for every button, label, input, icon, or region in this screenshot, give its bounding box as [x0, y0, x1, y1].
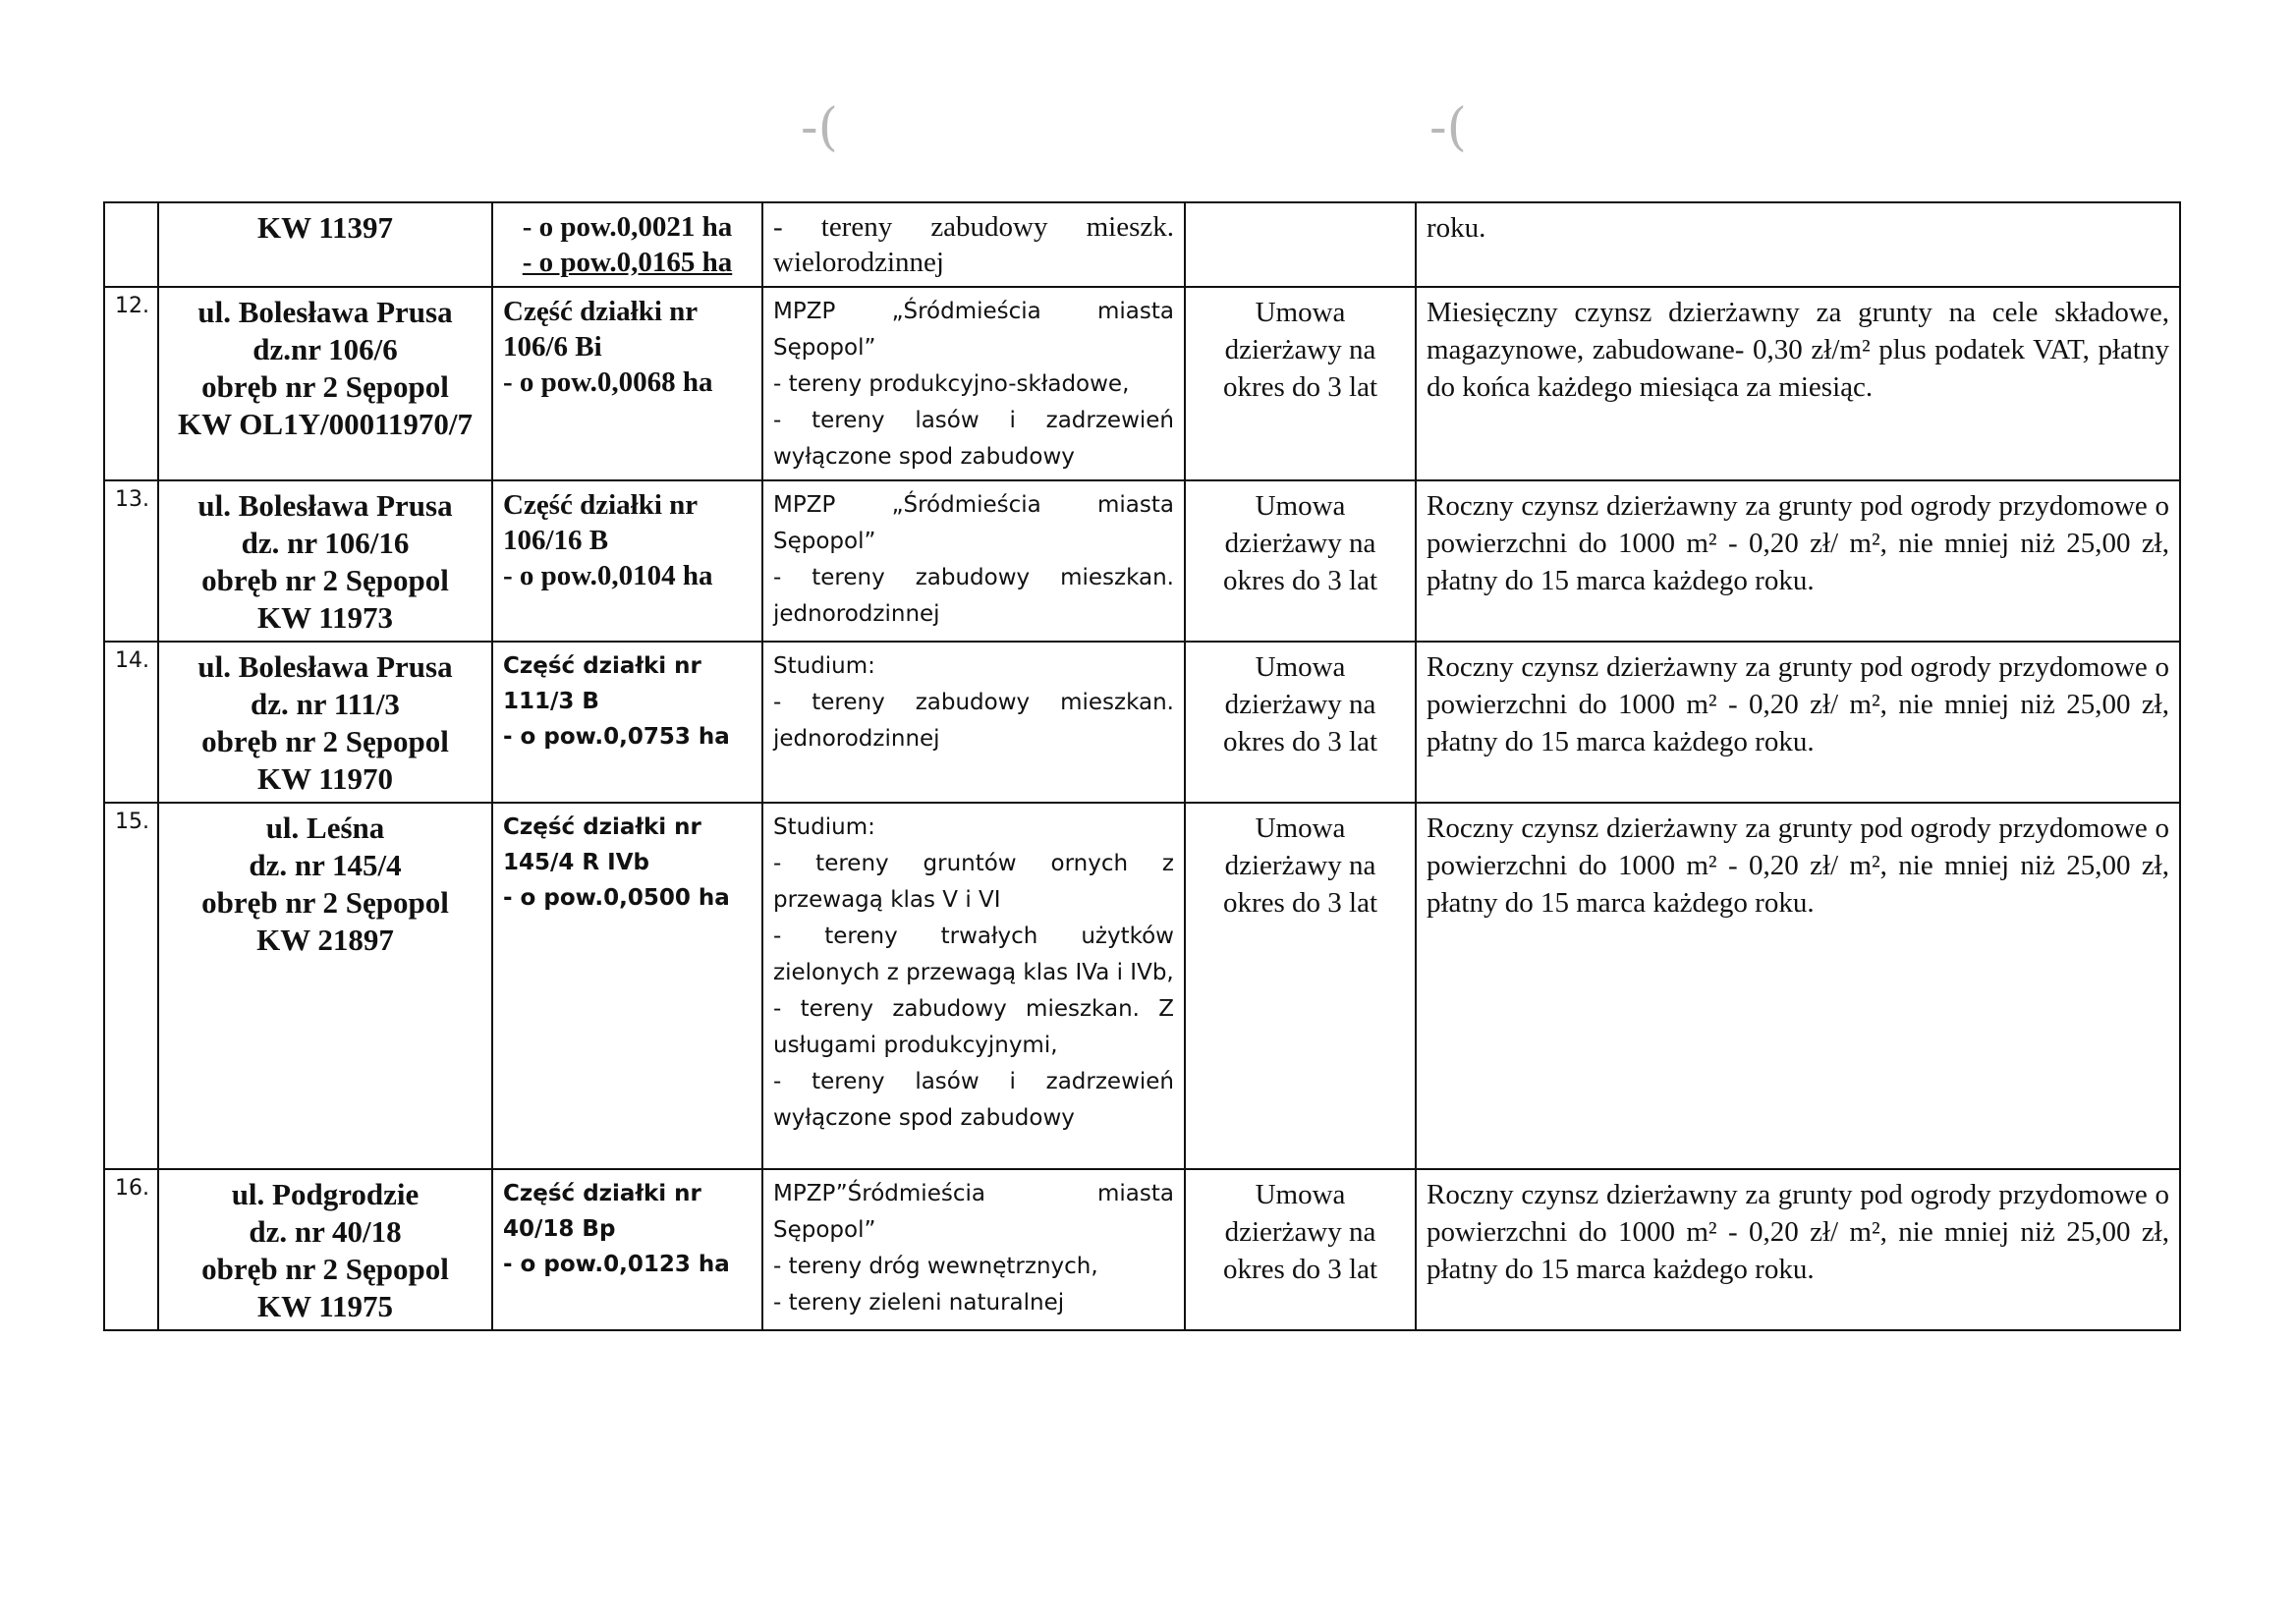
zoning-cell: MPZP „Śródmieścia miasta Sępopol” - tereny zabudowy mieszkan. jednorodzinnej	[762, 480, 1185, 642]
contract-cell: Umowa dzierżawy na okres do 3 lat	[1185, 1169, 1416, 1330]
location-cell: ul. Podgrodzie dz. nr 40/18 obręb nr 2 Sępopol KW 11975	[158, 1169, 492, 1330]
location-cell: KW 11397	[158, 202, 492, 287]
rent-cell: Roczny czynsz dzierżawny za grunty pod ogrody przydomowe o powierzchni do 1000 m² - 0,20 zł/ m², nie mniej niż 25,00 zł, płatny do 15 marca każdego roku.	[1416, 1169, 2180, 1330]
zoning-cell: Studium: - tereny gruntów ornych z przewagą klas V i VI - tereny trwałych użytków zielonych z przewagą klas IVa i IVb, - tereny zabudowy mieszkan. Z usługami produkcyjnymi, - tereny lasów i zadrzewień wyłączone spod zabudowy	[762, 803, 1185, 1169]
zoning-cell: MPZP”Śródmieścia miasta Sępopol” - tereny dróg wewnętrznych, - tereny zieleni naturalnej	[762, 1169, 1185, 1330]
location-cell: ul. Leśna dz. nr 145/4 obręb nr 2 Sępopol KW 21897	[158, 803, 492, 1169]
rent-cell: roku.	[1416, 202, 2180, 287]
contract-cell: Umowa dzierżawy na okres do 3 lat	[1185, 480, 1416, 642]
plot-cell: Część działki nr 145/4 R IVb - o pow.0,0500 ha	[492, 803, 762, 1169]
table-row	[104, 287, 2180, 480]
table-row	[104, 202, 2180, 287]
contract-cell: Umowa dzierżawy na okres do 3 lat	[1185, 642, 1416, 803]
table-row	[104, 1169, 2180, 1330]
row-number-cell: 16.	[104, 1169, 158, 1330]
zoning-cell: MPZP „Śródmieścia miasta Sępopol” - tereny produkcyjno-składowe, - tereny lasów i zadrzewień wyłączone spod zabudowy	[762, 287, 1185, 480]
row-number-cell: 15.	[104, 803, 158, 1169]
contract-cell	[1185, 202, 1416, 287]
rent-cell: Miesięczny czynsz dzierżawny za grunty na cele składowe, magazynowe, zabudowane- 0,30 zł/m² plus podatek VAT, płatny do końca każdego miesiąca za miesiąc.	[1416, 287, 2180, 480]
row-number-cell: 12.	[104, 287, 158, 480]
row-number-cell: 14.	[104, 642, 158, 803]
row-number-cell: 13.	[104, 480, 158, 642]
row-number-cell	[104, 202, 158, 287]
contract-cell: Umowa dzierżawy na okres do 3 lat	[1185, 287, 1416, 480]
plot-cell: Część działki nr 111/3 B - o pow.0,0753 ha	[492, 642, 762, 803]
rent-cell: Roczny czynsz dzierżawny za grunty pod ogrody przydomowe o powierzchni do 1000 m² - 0,20 zł/ m², nie mniej niż 25,00 zł, płatny do 15 marca każdego roku.	[1416, 642, 2180, 803]
plot-cell: Część działki nr 106/6 Bi - o pow.0,0068 ha	[492, 287, 762, 480]
zoning-cell: Studium: - tereny zabudowy mieszkan. jednorodzinnej	[762, 642, 1185, 803]
plot-cell: Część działki nr 106/16 B - o pow.0,0104 ha	[492, 480, 762, 642]
table-row	[104, 803, 2180, 1169]
contract-cell: Umowa dzierżawy na okres do 3 lat	[1185, 803, 1416, 1169]
land-lease-table	[103, 201, 2181, 1331]
location-cell: ul. Bolesława Prusa dz. nr 111/3 obręb nr 2 Sępopol KW 11970	[158, 642, 492, 803]
plot-cell: - o pow.0,0021 ha - o pow.0,0165 ha	[492, 202, 762, 287]
binder-hole-mark-left: -(	[801, 98, 838, 157]
location-cell: ul. Bolesława Prusa dz.nr 106/6 obręb nr 2 Sępopol KW OL1Y/00011970/7	[158, 287, 492, 480]
plot-cell: Część działki nr 40/18 Bp - o pow.0,0123 ha	[492, 1169, 762, 1330]
table-row	[104, 642, 2180, 803]
location-cell: ul. Bolesława Prusa dz. nr 106/16 obręb nr 2 Sępopol KW 11973	[158, 480, 492, 642]
rent-cell: Roczny czynsz dzierżawny za grunty pod ogrody przydomowe o powierzchni do 1000 m² - 0,20 zł/ m², nie mniej niż 25,00 zł, płatny do 15 marca każdego roku.	[1416, 803, 2180, 1169]
zoning-cell: - tereny zabudowy mieszk. wielorodzinnej	[762, 202, 1185, 287]
rent-cell: Roczny czynsz dzierżawny za grunty pod ogrody przydomowe o powierzchni do 1000 m² - 0,20 zł/ m², nie mniej niż 25,00 zł, płatny do 15 marca każdego roku.	[1416, 480, 2180, 642]
binder-hole-mark-right: -(	[1429, 98, 1467, 157]
table-row	[104, 480, 2180, 642]
